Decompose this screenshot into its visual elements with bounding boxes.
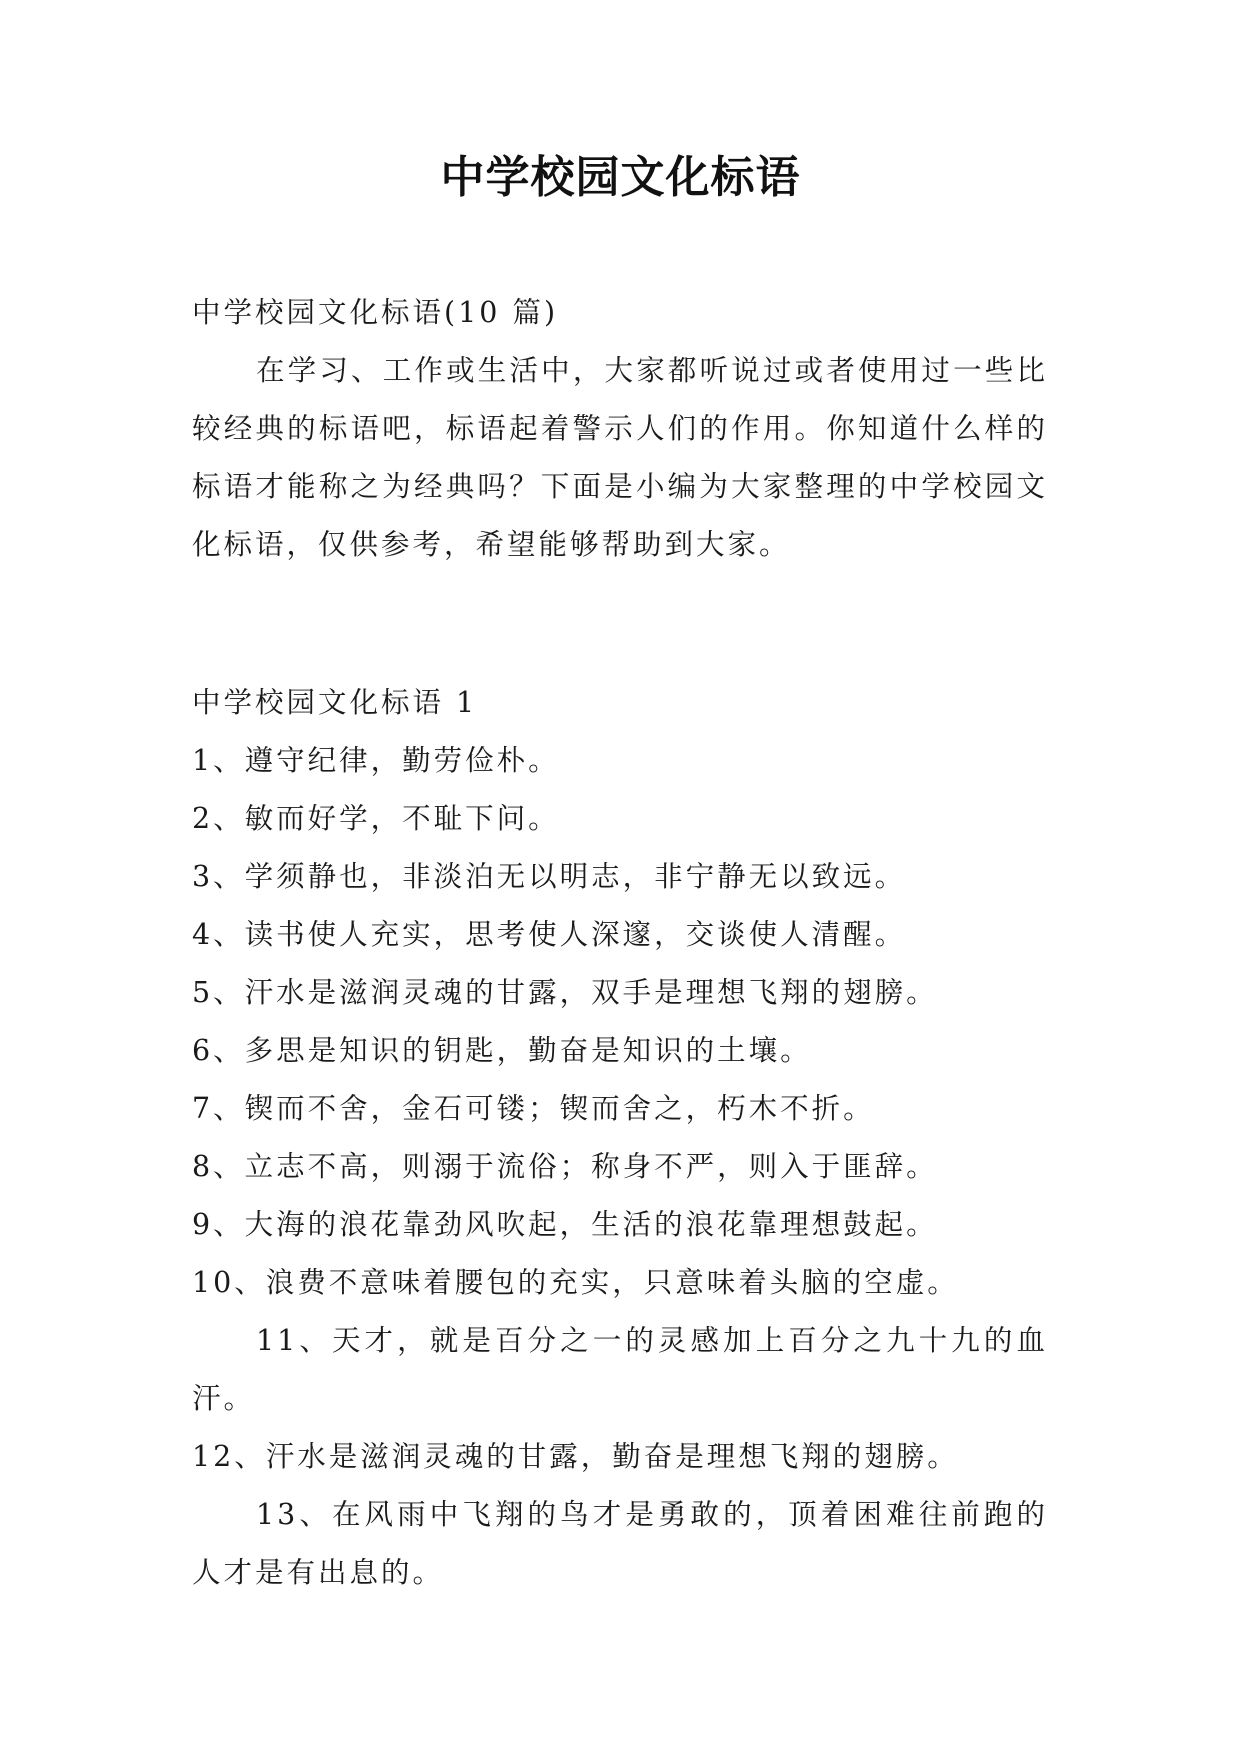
slogan-item: 4、读书使人充实，思考使人深邃，交谈使人清醒。 [192,918,907,951]
slogan-item: 7、锲而不舍，金石可镂；锲而舍之，朽木不折。 [192,1092,875,1125]
slogan-item: 1、遵守纪律，勤劳俭朴。 [192,744,560,777]
document-title: 中学校园文化标语 [440,152,801,203]
intro-paragraph: 在学习、工作或生活中，大家都听说过或者使用过一些比较经典的标语吧，标语起着警示人们的作用。你知道什么样的标语才能称之为经典吗？下面是小编为大家整理的中学校园文化标语，仅供参考，希望能够帮助到大家。 [192,354,1048,561]
slogan-item: 2、敏而好学，不耻下问。 [192,802,560,835]
slogan-item: 11、天才，就是百分之一的灵感加上百分之九十九的血汗。 [192,1324,1048,1415]
slogan-item: 12、汗水是滋润灵魂的甘露，勤奋是理想飞翔的翅膀。 [192,1440,959,1473]
slogan-item: 5、汗水是滋润灵魂的甘露，双手是理想飞翔的翅膀。 [192,976,938,1009]
document-body [192,284,1048,1602]
slogan-item: 8、立志不高，则溺于流俗；称身不严，则入于匪辞。 [192,1150,938,1183]
slogan-item: 13、在风雨中飞翔的鸟才是勇敢的，顶着困难往前跑的人才是有出息的。 [192,1498,1048,1589]
slogan-item: 6、多思是知识的钥匙，勤奋是知识的土壤。 [192,1034,812,1067]
slogan-item: 9、大海的浪花靠劲风吹起，生活的浪花靠理想鼓起。 [192,1208,938,1241]
section-heading: 中学校园文化标语 1 [192,686,478,719]
slogan-item: 10、浪费不意味着腰包的充实，只意味着头脑的空虚。 [192,1266,959,1299]
document-subtitle: 中学校园文化标语(10 篇) [192,296,559,329]
slogan-item: 3、学须静也，非淡泊无以明志，非宁静无以致远。 [192,860,907,893]
paragraph-gap [192,574,1048,674]
